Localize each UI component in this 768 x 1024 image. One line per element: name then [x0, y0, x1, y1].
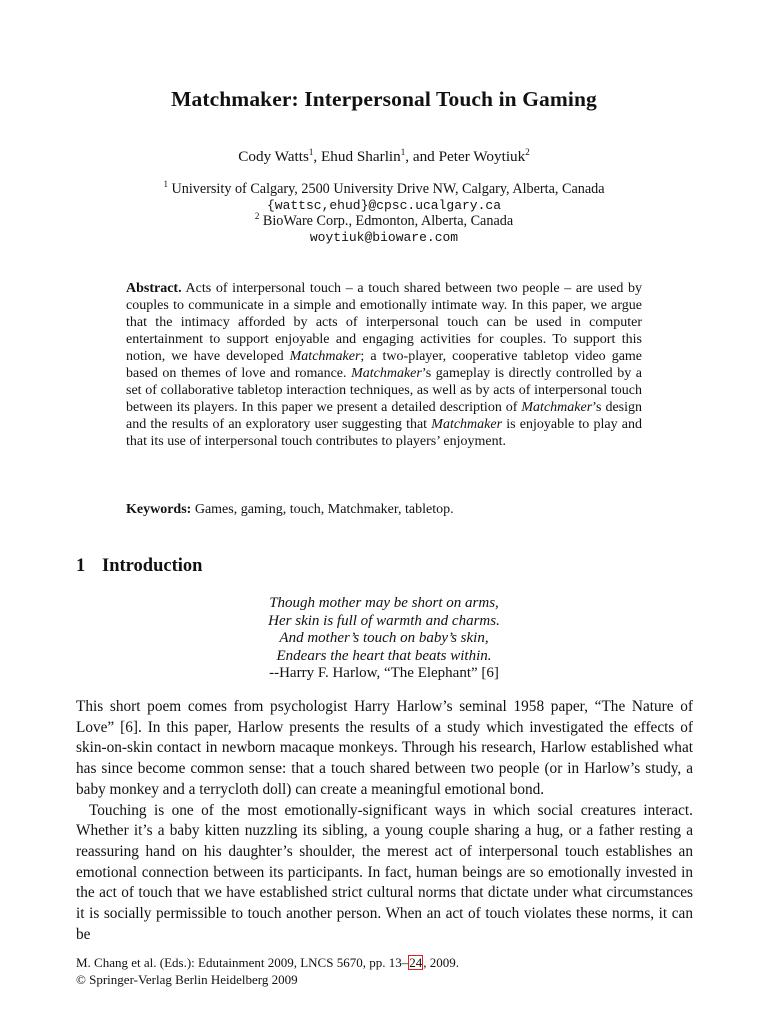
section-title: Introduction — [102, 556, 203, 576]
abstract-text: ; a two-player, cooperative tabletop video game based on themes of love and romance. — [126, 349, 643, 381]
copyright-line: © Springer-Verlag Berlin Heidelberg 2009 — [76, 972, 298, 987]
abstract-text: ’s gameplay is directly controlled by a set of collaborative tabletop interaction techniques, as well as by acts of interpersonal touch between its players. In this paper we present a detailed description of — [126, 366, 642, 415]
author-affiliation-mark: 1 — [400, 147, 406, 157]
author-separator: , — [313, 148, 321, 165]
keywords — [126, 501, 642, 518]
poem-line: Though mother may be short on arms, — [269, 595, 499, 611]
abstract-text: ’s design and the results of an exploratory user suggesting that — [126, 400, 643, 432]
author-name: Peter Woytiuk — [438, 148, 526, 165]
affiliation-text: BioWare Corp., Edmonton, Alberta, Canada — [259, 213, 514, 229]
abstract — [126, 280, 642, 450]
page-range-link[interactable]: 24 — [409, 955, 423, 970]
poem-attribution: --Harry F. Harlow, “The Elephant” [6] — [269, 665, 499, 682]
author-affiliation-mark: 1 — [308, 147, 314, 157]
affiliation-2 — [0, 213, 768, 230]
poem-line: Her skin is full of warmth and charms. — [268, 612, 500, 629]
paragraph: This short poem comes from psychologist Harry Harlow’s seminal 1958 paper, “The Nature of Love” [6]. In this paper, Harlow presents the results of a study which investigated the effects of skin-on-skin contact in newborn macaque monkeys. Through his research, Harlow established what has since become common sense: that a touch shared between two people (or in Harlow’s study, a baby monkey and a terrycloth doll) can create a meaningful emotional bond. — [76, 698, 693, 798]
abstract-emphasis: Matchmaker — [431, 417, 503, 432]
email-1: {wattsc,ehud}@cpsc.ucalgary.ca — [266, 198, 502, 213]
poem-line: Endears the heart that beats within. — [276, 647, 492, 664]
abstract-text: is enjoyable to play and that its use of interpersonal touch contributes to players’ enjoyment. — [126, 417, 643, 449]
author-separator: , and — [405, 148, 439, 165]
affiliation-text: University of Calgary, 2500 University Drive NW, Calgary, Alberta, Canada — [167, 181, 605, 197]
poem-line: And mother’s touch on baby’s skin, — [279, 630, 489, 647]
author-list — [0, 148, 768, 166]
affiliation-mark: 2 — [254, 211, 260, 221]
author-name: Ehud Sharlin — [321, 148, 401, 165]
abstract-emphasis: Matchmaker — [521, 400, 593, 415]
keywords-label: Keywords: — [126, 502, 192, 517]
section-heading — [76, 556, 202, 577]
section-number: 1 — [76, 556, 86, 576]
citation-line — [76, 954, 459, 971]
epigraph-poem — [0, 595, 768, 683]
paper-title: Matchmaker: Interpersonal Touch in Gaming — [171, 87, 597, 111]
citation-text: , 2009. — [423, 955, 459, 970]
author-affiliation-mark: 2 — [525, 147, 530, 157]
keywords-text: Games, gaming, touch, Matchmaker, tabletop. — [191, 502, 454, 517]
abstract-emphasis: Matchmaker — [351, 366, 422, 381]
paragraph: Touching is one of the most emotionally-significant ways in which social creatures interact. Whether it’s a baby kitten nuzzling its sibling, a young couple sharing a hug, or a father resting a reassuring hand on his daughter’s shoulder, the merest act of interpersonal touch establishes an emotional connection between its participants. In fact, human beings are so emotionally invested in the act of touch that we have established strict cultural norms that dictate under what circumstances it is socially permissible to touch another person. When an act of touch violates these norms, it can be — [76, 801, 693, 943]
affiliation-1 — [0, 181, 768, 198]
affiliation-mark: 1 — [163, 179, 168, 189]
email-2: woytiuk@bioware.com — [309, 230, 459, 245]
author-name: Cody Watts — [238, 148, 309, 165]
abstract-label: Abstract. — [126, 281, 182, 296]
abstract-emphasis: Matchmaker — [289, 349, 361, 364]
footer-citation — [76, 954, 459, 988]
abstract-text: Acts of interpersonal touch – a touch shared between two people – are used by couples to communicate in a simple and emotionally intimate way. In this paper, we argue that the intimacy afforded by acts of interpersonal touch can be used in computer entertainment to support enjoyable and engaging activities for couples. To support this notion, we have developed — [126, 281, 642, 364]
body-text — [76, 697, 693, 945]
citation-text: M. Chang et al. (Eds.): Edutainment 2009, LNCS 5670, pp. 13– — [76, 955, 409, 970]
